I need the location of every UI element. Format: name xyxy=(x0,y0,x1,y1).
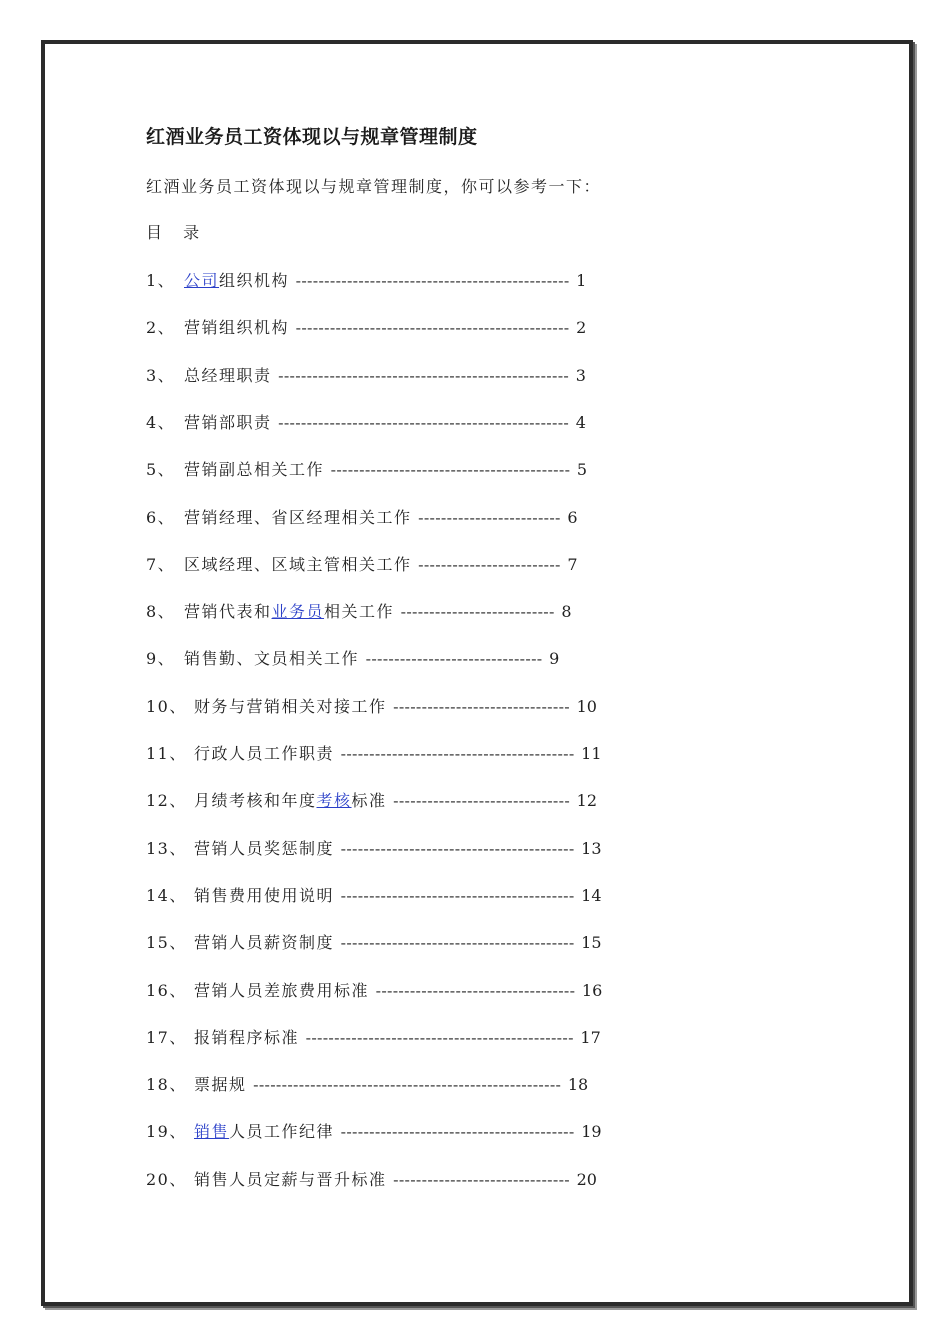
toc-entry-text: 营销部职责 xyxy=(184,412,272,432)
toc-entry-number: 12、 xyxy=(146,791,187,811)
toc-entry-text: 总经理职责 xyxy=(184,365,272,385)
toc-entry-leader: ----------------------------------------- xyxy=(340,1122,575,1142)
toc-entry-text: 营销人员薪资制度 xyxy=(194,933,335,953)
toc-entry-text: 营销组织机构 xyxy=(184,318,290,338)
toc-entry-number: 3、 xyxy=(146,365,176,385)
toc-entry-page-number: 3 xyxy=(575,365,586,385)
toc-entry-label xyxy=(194,791,387,810)
toc-entry-number: 8、 xyxy=(146,602,176,622)
toc-entry-label xyxy=(194,839,334,858)
toc-entry-text: 营销人员差旅费用标准 xyxy=(194,980,370,1000)
toc-entry-leader: ------------------------------------------ xyxy=(330,460,571,480)
toc-entry-text: 营销人员奖惩制度 xyxy=(194,838,335,858)
toc-entry-number: 15、 xyxy=(146,933,187,953)
toc-entry-number: 10、 xyxy=(146,696,187,716)
toc-entry-label xyxy=(184,271,289,290)
toc-entry-leader: ------------------------------- xyxy=(393,1169,571,1189)
toc-entry-number: 20、 xyxy=(146,1169,187,1189)
toc-entry-number: 18、 xyxy=(146,1075,187,1095)
toc-entry-text: 票据规 xyxy=(194,1075,247,1095)
toc-entry-label xyxy=(194,1122,334,1141)
toc-entry xyxy=(146,410,586,434)
toc-entry xyxy=(146,978,602,1002)
toc-entry-leader: ----------------------------------------- xyxy=(340,838,575,858)
toc-entry-number: 2、 xyxy=(146,318,176,338)
toc-entry-link[interactable]: 业务员 xyxy=(271,602,325,622)
toc-entry-label xyxy=(194,886,334,905)
toc-entry-text: 人员工作纪律 xyxy=(229,1122,335,1142)
toc-entry-page-number: 19 xyxy=(581,1122,602,1142)
toc-entry-page-number: 7 xyxy=(567,554,578,574)
toc-entry-link[interactable]: 公司 xyxy=(184,271,220,290)
toc-entry xyxy=(146,694,597,718)
toc-entry xyxy=(146,552,578,576)
toc-entry xyxy=(146,930,602,954)
toc-entry-page-number: 16 xyxy=(581,980,603,1000)
toc-entry-number: 7、 xyxy=(146,554,176,574)
toc-entry-page-number: 13 xyxy=(581,838,602,858)
toc-entry-label xyxy=(194,981,369,1000)
toc-entry xyxy=(146,599,572,623)
toc-entry-page-number: 20 xyxy=(576,1169,597,1189)
toc-entry-text: 财务与营销相关对接工作 xyxy=(194,696,387,716)
toc-entry xyxy=(146,741,602,765)
toc-entry-text: 销售人员定薪与晋升标准 xyxy=(194,1169,387,1189)
toc-entry-text: 营销副总相关工作 xyxy=(184,460,325,480)
toc-entry-page-number: 17 xyxy=(580,1027,601,1047)
toc-entry-page-number: 8 xyxy=(561,602,572,622)
toc-entry-text: 销售勤、文员相关工作 xyxy=(184,649,360,669)
toc-entry-leader: ------------------------------- xyxy=(365,649,543,669)
toc-entry xyxy=(146,1072,588,1096)
toc-entry-page-number: 10 xyxy=(576,696,597,716)
toc-entry-number: 9、 xyxy=(146,649,176,669)
toc-entry-link[interactable]: 销售 xyxy=(194,1122,230,1142)
toc-entry-leader: ------------------------------- xyxy=(393,696,571,716)
toc-entry-leader: ----------------------------------------------- xyxy=(305,1027,574,1047)
toc-entry xyxy=(146,1119,602,1143)
toc-entry-label xyxy=(184,318,289,337)
toc-entry-leader: --------------------------------------------------- xyxy=(278,365,570,385)
toc-entry-text: 报销程序标准 xyxy=(194,1027,300,1047)
toc-entry-page-number: 5 xyxy=(576,460,588,480)
toc-entry-label xyxy=(184,602,394,621)
toc-entry-label xyxy=(184,649,359,668)
toc-entry-page-number: 2 xyxy=(576,318,587,338)
toc-entry-number: 14、 xyxy=(146,885,187,905)
toc-entry-number: 11、 xyxy=(146,744,187,763)
toc-entry-label xyxy=(184,555,412,574)
toc-entry-page-number: 11 xyxy=(581,744,602,763)
toc-entry xyxy=(146,363,586,387)
toc-entry-text: 月绩考核和年度 xyxy=(194,791,317,811)
toc-entry-leader: --------------------------------------------------- xyxy=(278,412,570,432)
toc-entry-leader: ----------------------------------------- xyxy=(340,933,575,953)
toc-entry-leader: ----------------------------------- xyxy=(375,980,576,1000)
toc-entry-leader: ------------------------------------------------------ xyxy=(253,1075,562,1095)
toc-entry-number: 16、 xyxy=(146,980,187,1000)
toc-entry-page-number: 15 xyxy=(581,933,602,953)
toc-entry-leader: ----------------------------------------- xyxy=(340,885,575,905)
toc-entry-page-number: 14 xyxy=(581,885,602,905)
toc-entry-text: 相关工作 xyxy=(324,602,395,622)
toc-entry-page-number: 18 xyxy=(567,1075,589,1095)
toc-entry xyxy=(146,836,602,860)
toc-entry-text: 营销代表和 xyxy=(184,602,272,622)
toc-entry xyxy=(146,1025,601,1049)
toc-entry-text: 营销经理、省区经理相关工作 xyxy=(184,507,412,527)
toc-entry-page-number: 6 xyxy=(567,507,578,527)
toc-entry-leader: ------------------------------------------------ xyxy=(295,271,570,290)
toc-entry-number: 5、 xyxy=(146,460,176,480)
toc-entry-label xyxy=(194,933,334,952)
toc-entry-link[interactable]: 考核 xyxy=(316,791,352,811)
document-title: 红酒业务员工资体现以与规章管理制度 xyxy=(146,126,478,148)
toc-entry-text: 销售费用使用说明 xyxy=(194,885,335,905)
toc-heading: 目 录 xyxy=(146,223,208,242)
document-intro: 红酒业务员工资体现以与规章管理制度，你可以参考一下： xyxy=(146,177,602,196)
toc-entry-label xyxy=(184,508,412,527)
toc-entry-number: 1、 xyxy=(146,271,176,290)
toc-entry-leader: ------------------------------- xyxy=(393,791,571,811)
toc-entry-leader: ------------------------- xyxy=(418,554,561,574)
toc-entry-page-number: 12 xyxy=(576,791,597,811)
toc-entry-number: 4、 xyxy=(146,412,176,432)
toc-entry-text: 标准 xyxy=(351,791,387,811)
toc-entry-page-number: 1 xyxy=(576,271,587,290)
toc-entry-label xyxy=(194,1075,247,1094)
toc-entry-page-number: 9 xyxy=(549,649,560,669)
toc-entry-page-number: 4 xyxy=(575,412,586,432)
toc-entry-number: 17、 xyxy=(146,1027,187,1047)
toc-entry xyxy=(146,457,587,481)
toc-entry-number: 13、 xyxy=(146,838,187,858)
toc-entry-number: 6、 xyxy=(146,507,176,527)
toc-entry-label xyxy=(184,460,324,479)
toc-entry-label xyxy=(194,744,334,763)
toc-entry-label xyxy=(194,1028,299,1047)
toc-entry xyxy=(146,788,597,812)
toc-entry-label xyxy=(184,366,272,385)
toc-entry xyxy=(146,883,602,907)
toc-entry xyxy=(146,315,586,339)
toc-entry-leader: ----------------------------------------- xyxy=(340,744,575,763)
toc-entry xyxy=(146,646,559,670)
toc-entry xyxy=(146,1167,597,1191)
toc-entry-number: 19、 xyxy=(146,1122,187,1142)
toc-entry-text: 区域经理、区域主管相关工作 xyxy=(184,554,412,574)
toc-entry-leader: --------------------------- xyxy=(400,602,555,622)
toc-entry-leader: ------------------------- xyxy=(418,507,561,527)
toc-entry xyxy=(146,268,586,292)
toc-entry-label xyxy=(194,697,387,716)
toc-entry-text: 行政人员工作职责 xyxy=(194,744,335,763)
toc-entry-label xyxy=(184,413,272,432)
toc-entry-text: 组织机构 xyxy=(219,271,290,290)
toc-entry-label xyxy=(194,1170,387,1189)
toc-entry-leader: ------------------------------------------------ xyxy=(295,318,570,338)
toc-entry xyxy=(146,505,578,529)
